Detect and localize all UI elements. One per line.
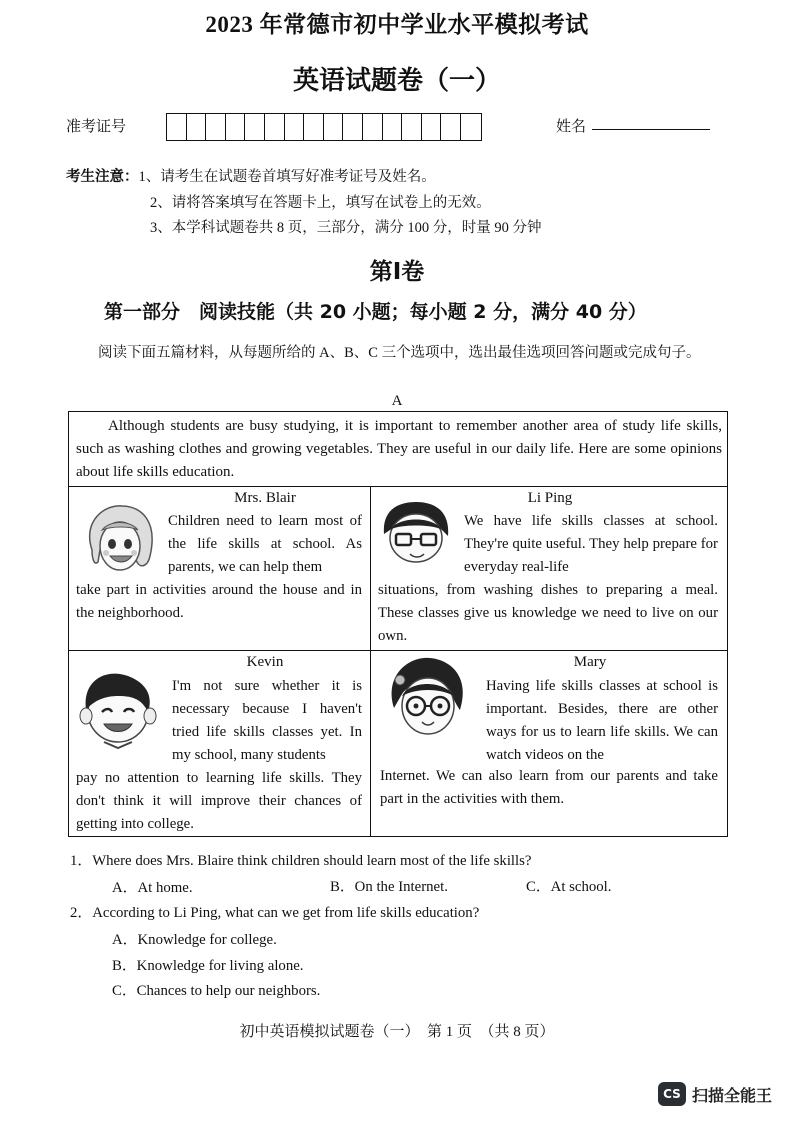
boy-cartoon-icon	[76, 670, 162, 750]
opinion-text: Having life skills classes at school is important. Besides, there are other ways for us to learn life skills. We can watch videos on the	[486, 678, 718, 763]
girl-glasses-cartoon-icon	[380, 652, 476, 744]
divider	[370, 486, 371, 837]
scanner-brand-text: 扫描全能王	[692, 1085, 773, 1105]
notice-item: 3、本学科试题卷共 8 页，三部分，满分 100 分，时量 90 分钟	[150, 220, 542, 236]
boy-glasses-cartoon-icon	[378, 500, 454, 566]
id-number-grid	[166, 113, 482, 141]
opinion-text-cont: situations, from washing dishes to preparing a meal. These classes give us knowledge we need to live on our own.	[378, 582, 718, 644]
id-label: 准考证号	[66, 119, 127, 135]
notice-block	[66, 165, 542, 242]
opinion-text: We have life skills classes at school. They're quite useful. They help prepare for everyday real-life	[464, 513, 718, 575]
opinion-text	[168, 510, 362, 579]
opinion-name: Kevin	[246, 654, 284, 670]
volume-heading: 第Ⅰ卷	[369, 259, 425, 285]
divider	[68, 650, 728, 651]
section-label: A	[391, 393, 403, 409]
opinion-name: Mrs. Blair	[234, 490, 296, 506]
question-option: B．Knowledge for living alone.	[112, 958, 304, 974]
opinion-text-cont: pay no attention to learning life skills. They don't think it will improve their chances of getting into college.	[76, 770, 362, 832]
woman-cartoon-icon	[76, 500, 164, 584]
notice-item: 2、请将答案填写在答题卡上，填写在试卷上的无效。	[150, 194, 491, 211]
question-option: B．On the Internet.	[330, 879, 448, 895]
exam-subtitle: 英语试题卷（一）	[292, 66, 501, 96]
part-heading: 第一部分 阅读技能（共 20 小题；每小题 2 分，满分 40 分）	[104, 301, 647, 323]
opinion-text-part: Children need to learn most of the life skills at school. As parents, we can help them	[168, 513, 362, 575]
page-footer: 初中英语模拟试题卷（一） 第 1 页 （共 8 页）	[239, 1024, 555, 1040]
name-label: 姓名	[556, 119, 587, 135]
divider	[68, 486, 728, 487]
notice-item: 1、请考生在试题卷首填写好准考证号及姓名。	[138, 169, 436, 185]
instruction: 阅读下面五篇材料，从每题所给的 A、B、C 三个选项中，选出最佳选项回答问题或完成句子。	[98, 345, 701, 361]
question-option: C．At school.	[526, 879, 612, 895]
name-line	[592, 129, 710, 130]
camscanner-logo-icon: CS	[658, 1082, 686, 1106]
question-option: C．Chances to help our neighbors.	[112, 983, 321, 999]
question-stem: 1．Where does Mrs. Blaire think children should learn most of the life skills?	[70, 853, 532, 869]
opinion-text-cont: take part in activities around the house and in the neighborhood.	[76, 582, 362, 621]
opinion-text: I'm not sure whether it is necessary because I haven't tried life skills classes yet. In my school, many students	[172, 678, 362, 763]
opinion-name: Li Ping	[527, 490, 573, 506]
question-option: A．Knowledge for college.	[112, 932, 277, 948]
scanner-watermark	[658, 1082, 772, 1106]
passage-intro: Although students are busy studying, it is important to remember another area of study life skills, such as washing clothes and growing vegetables. They are useful in our daily life. Here are some opinions about life skills education.	[76, 418, 722, 480]
opinion-name: Mary	[573, 654, 607, 670]
opinion-text-cont: Internet. We can also learn from our parents and take part in the activities with them.	[380, 768, 718, 807]
notice-label: 考生注意：	[66, 169, 139, 185]
question-option: A．At home.	[112, 880, 193, 896]
question-stem: 2．According to Li Ping, what can we get from life skills education?	[70, 905, 480, 921]
exam-title: 2023 年常德市初中学业水平模拟考试	[205, 12, 589, 37]
